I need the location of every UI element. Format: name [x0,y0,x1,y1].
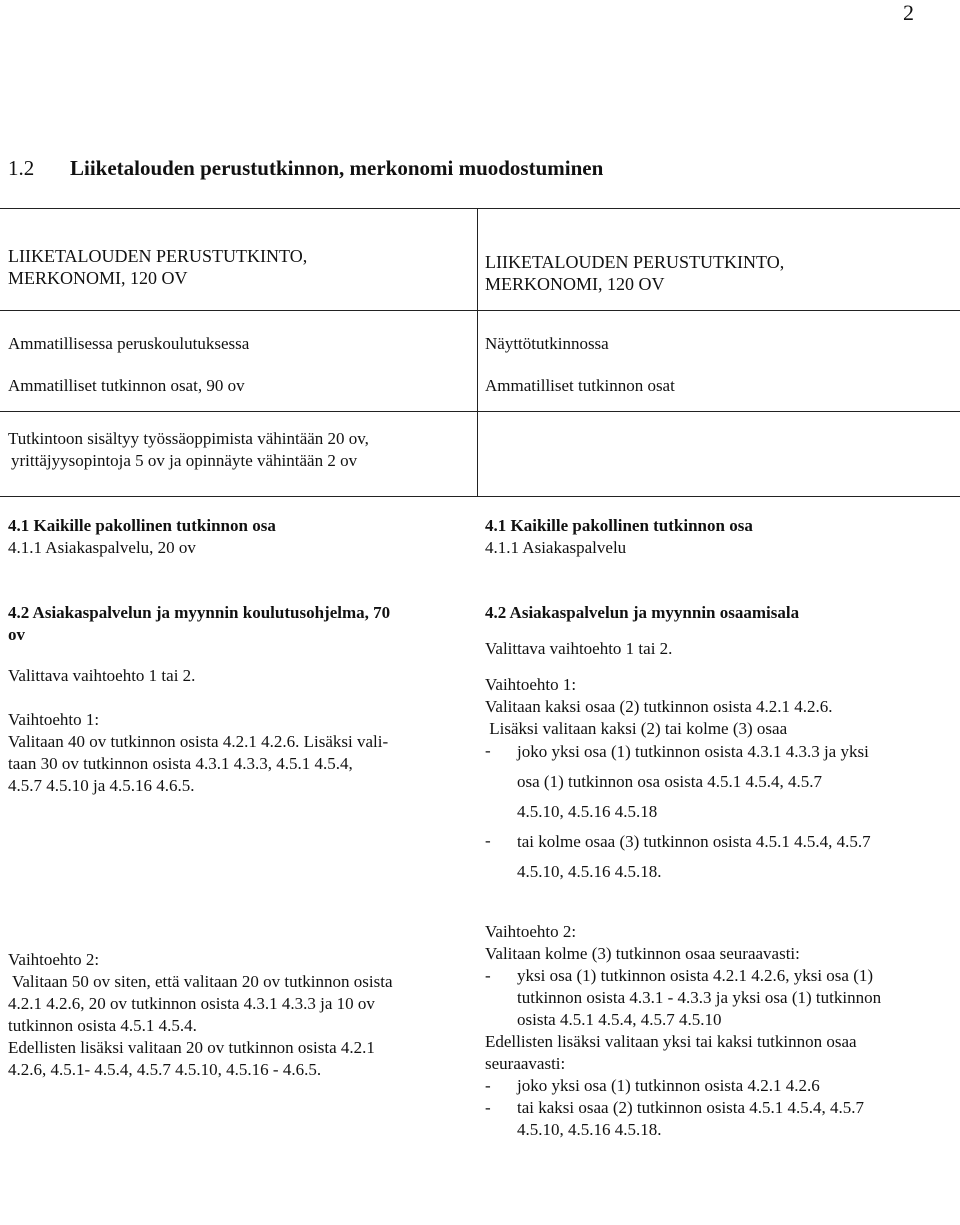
page-number: 2 [903,0,914,25]
right-alt2-line: Valitaan kolme (3) tutkinnon osaa seuraavasti: [485,944,800,963]
right-header-line: LIIKETALOUDEN PERUSTUTKINTO, [485,252,785,272]
left-alt2-line: tutkinnon osista 4.5.1 4.5.4. [8,1016,197,1035]
list-dash: - [485,741,491,760]
left-header [8,245,307,289]
note-line: Tutkintoon sisältyy työssäoppimista vähintään 20 ov, [8,429,369,448]
list-dash: - [485,1076,491,1095]
left-header-line: LIIKETALOUDEN PERUSTUTKINTO, [8,246,308,266]
list-item [485,1097,953,1141]
left-alt2-label: Vaihtoehto 2: [8,950,100,969]
right-header-line: MERKONOMI, 120 OV [485,274,665,294]
right-alt2-label: Vaihtoehto 2: [485,922,577,941]
left-units-text: Ammatilliset tutkinnon osat, 90 ov [8,376,245,395]
left-context [8,333,249,397]
note-line: yrittäjyysopintoja 5 ov ja opinnäyte vähintään 2 ov [11,451,358,470]
left-alt1-line: 4.5.7 4.5.10 ja 4.5.16 4.6.5. [8,776,195,795]
left-program-title: 4.2 Asiakaspalvelun ja myynnin koulutusohjelma, 70 [8,603,391,622]
left-alt1-line: taan 30 ov tutkinnon osista 4.3.1 4.3.3, 4.5.1 4.5.4, [8,754,353,773]
list-item-line: tai kaksi osaa (2) tutkinnon osista 4.5.1 4.5.4, 4.5.7 [517,1098,865,1117]
right-alt2-line: Edellisten lisäksi valitaan yksi tai kaksi tutkinnon osaa [485,1032,857,1051]
right-program-title: 4.2 Asiakaspalvelun ja myynnin osaamisala [485,603,800,622]
table-rule-units [0,411,960,412]
left-mandatory [8,515,276,559]
left-alt2-line: Edellisten lisäksi valitaan 20 ov tutkinnon osista 4.2.1 [8,1038,375,1057]
list-item-line: 4.5.10, 4.5.16 4.5.18. [517,862,662,881]
list-item-line: yksi osa (1) tutkinnon osista 4.2.1 4.2.6, yksi osa (1) [517,966,874,985]
right-context-text: Näyttötutkinnossa [485,334,609,353]
list-item-line: 4.5.10, 4.5.16 4.5.18 [517,802,658,821]
right-mandatory-item: 4.1.1 Asiakaspalvelu [485,538,627,557]
list-dash: - [485,966,491,985]
right-alt2 [485,921,953,1141]
left-alt1-label: Vaihtoehto 1: [8,710,100,729]
right-context [485,333,675,397]
left-program [8,602,470,797]
section-number: 1.2 [8,156,35,180]
left-header-line: MERKONOMI, 120 OV [8,268,188,288]
right-choose-text: Valittava vaihtoehto 1 tai 2. [485,639,673,658]
right-mandatory-title: 4.1 Kaikille pakollinen tutkinnon osa [485,516,753,535]
list-item [485,830,953,884]
list-item-line: joko yksi osa (1) tutkinnon osista 4.2.1 4.2.6 [517,1076,820,1095]
list-item-line: joko yksi osa (1) tutkinnon osista 4.3.1 4.3.3 ja yksi [517,742,869,761]
section-title: Liiketalouden perustutkinnon, merkonomi muodostuminen [70,156,604,180]
list-dash: - [485,1098,491,1117]
right-alt1-line: Lisäksi valitaan kaksi (2) tai kolme (3) osaa [485,719,788,738]
list-item-line: osa (1) tutkinnon osa osista 4.5.1 4.5.4, 4.5.7 [517,772,823,791]
left-alt2 [8,949,470,1081]
left-alt2-line: 4.2.1 4.2.6, 20 ov tutkinnon osista 4.3.1 4.3.3 ja 10 ov [8,994,375,1013]
list-item-line: tai kolme osaa (3) tutkinnon osista 4.5.1 4.5.4, 4.5.7 [517,832,871,851]
right-alt1-line: Valitaan kaksi osaa (2) tutkinnon osista 4.2.1 4.2.6. [485,697,833,716]
right-units-text: Ammatilliset tutkinnon osat [485,376,675,395]
left-mandatory-item: 4.1.1 Asiakaspalvelu, 20 ov [8,538,196,557]
right-alt2-line: seuraavasti: [485,1054,566,1073]
right-header [485,251,784,295]
table-column-divider [477,208,478,497]
list-item [485,740,953,824]
list-item-line: tutkinnon osista 4.3.1 - 4.3.3 ja yksi osa (1) tutkinnon [517,988,882,1007]
table-rule-note [0,496,960,497]
list-item-line: osista 4.5.1 4.5.4, 4.5.7 4.5.10 [517,1010,722,1029]
left-mandatory-title: 4.1 Kaikille pakollinen tutkinnon osa [8,516,276,535]
left-context-text: Ammatillisessa peruskoulutuksessa [8,334,250,353]
right-program [485,602,953,884]
left-program-title: ov [8,625,25,644]
right-mandatory [485,515,753,559]
table-rule-header [0,310,960,311]
right-alt1-label: Vaihtoehto 1: [485,675,577,694]
left-alt2-line: 4.2.6, 4.5.1- 4.5.4, 4.5.7 4.5.10, 4.5.16 - 4.6.5. [8,1060,322,1079]
left-note [8,428,369,472]
list-item-line: 4.5.10, 4.5.16 4.5.18. [517,1120,662,1139]
section-heading [8,155,603,181]
list-dash: - [485,831,491,850]
left-alt1-line: Valitaan 40 ov tutkinnon osista 4.2.1 4.2.6. Lisäksi vali- [8,732,389,751]
left-choose-text: Valittava vaihtoehto 1 tai 2. [8,666,196,685]
list-item [485,965,953,1031]
table-top-rule [0,208,960,209]
list-item [485,1075,953,1097]
left-alt2-line: Valitaan 50 ov siten, että valitaan 20 ov tutkinnon osista [8,972,393,991]
